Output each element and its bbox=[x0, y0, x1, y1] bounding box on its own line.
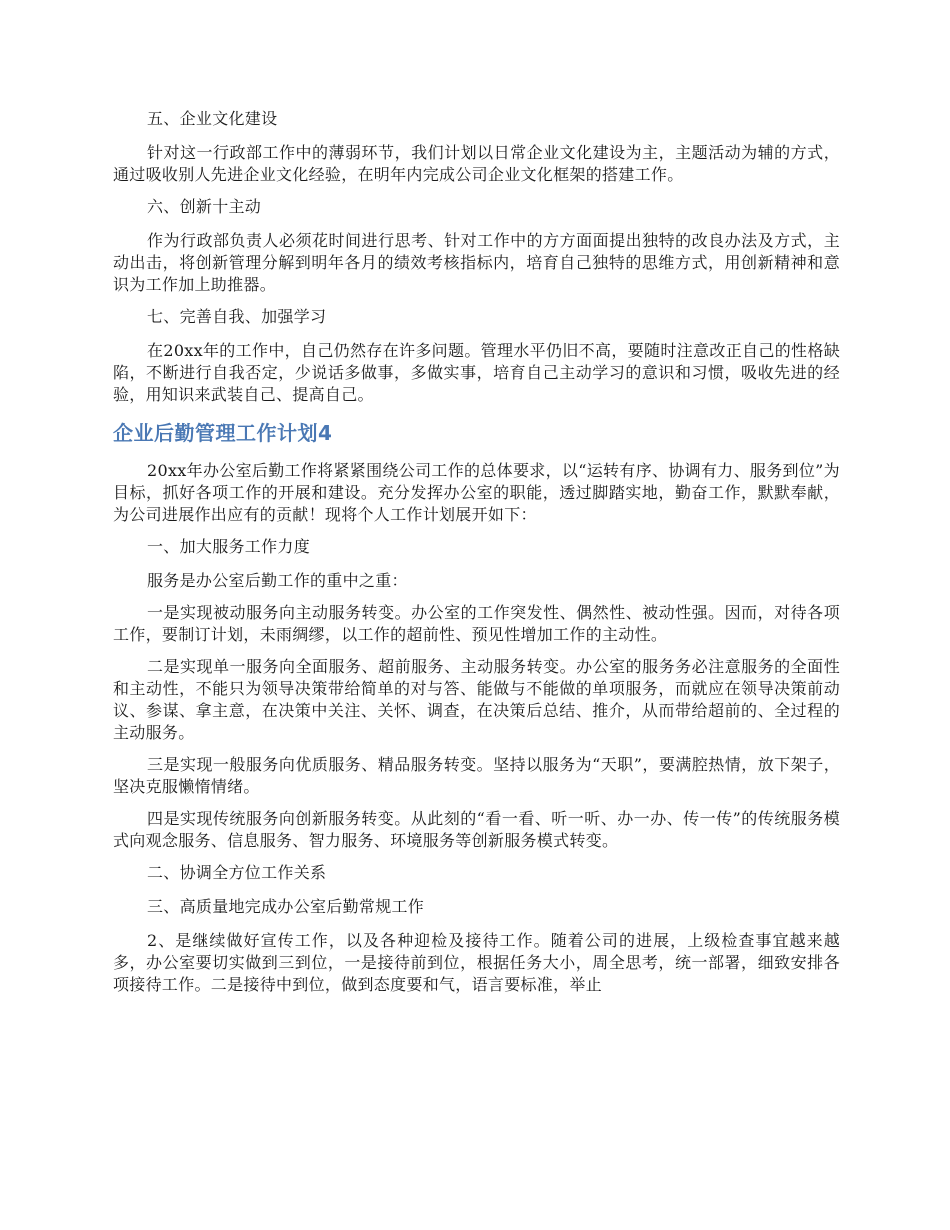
paragraph-service-3: 三是实现一般服务向优质服务、精品服务转变。坚持以服务为“天职”，要满腔热情，放下架子，坚决克服懒惰情绪。 bbox=[113, 755, 840, 796]
paragraph-service-lead: 服务是办公室后勤工作的重中之重： bbox=[147, 571, 408, 590]
paragraph-publicity: 2、是继续做好宣传工作，以及各种迎检及接待工作。随着公司的进展，上级检查事宜越来越多，办公室要切实做到三到位，一是接待前到位，根据任务大小，周全思考，统一部署，细致安排各项接待工作。二是接待中到位，做到态度要和气，语言要标准，举止 bbox=[113, 931, 840, 994]
paragraph-innovation: 作为行政部负责人必须花时间进行思考、针对工作中的方方面面提出独特的改良办法及方式，主动出击，将创新管理分解到明年各月的绩效考核指标内，培育自己独特的思维方式，用创新精神和意识为工作加上助推器。 bbox=[113, 231, 840, 294]
paragraph-service-1: 一是实现被动服务向主动服务转变。办公室的工作突发性、偶然性、被动性强。因而，对待各项工作，要制订计划，未雨绸缪，以工作的超前性、预见性增加工作的主动性。 bbox=[113, 603, 840, 644]
heading-self-improvement: 七、完善自我、加强学习 bbox=[147, 307, 327, 326]
paragraph-culture: 针对这一行政部工作中的薄弱环节，我们计划以日常企业文化建设为主，主题活动为辅的方式，通过吸收别人先进企业文化经验，在明年内完成公司企业文化框架的搭建工作。 bbox=[113, 143, 840, 184]
paragraph-intro: 20xx年办公室后勤工作将紧紧围绕公司工作的总体要求，以“运转有序、协调有力、服务到位”为目标，抓好各项工作的开展和建设。充分发挥办公室的职能，透过脚踏实地，勤奋工作，默默奉献，为公司进展作出应有的贡献！现将个人工作计划展开如下： bbox=[113, 461, 840, 524]
paragraph-self-improvement: 在20xx年的工作中，自己仍然存在许多问题。管理水平仍旧不高，要随时注意改正自己的性格缺陷，不断进行自我否定，少说话多做事，多做实事，培育自己主动学习的意识和习惯，吸收先进的经验，用知识来武装自己、提高自己。 bbox=[113, 341, 840, 404]
paragraph-service-4: 四是实现传统服务向创新服务转变。从此刻的“看一看、听一听、办一办、传一传”的传统服务模式向观念服务、信息服务、智力服务、环境服务等创新服务模式转变。 bbox=[113, 809, 840, 850]
heading-innovation: 六、创新十主动 bbox=[147, 197, 262, 216]
heading-coordination: 二、协调全方位工作关系 bbox=[147, 863, 327, 882]
heading-culture: 五、企业文化建设 bbox=[147, 109, 278, 128]
heading-service: 一、加大服务工作力度 bbox=[147, 537, 311, 556]
paragraph-service-2: 二是实现单一服务向全面服务、超前服务、主动服务转变。办公室的服务务必注意服务的全面性和主动性，不能只为领导决策带给简单的对与答、能做与不能做的单项服务，而就应在领导决策前动议、参谋、拿主意，在决策中关注、关怀、调查，在决策后总结、推介，从而带给超前的、全过程的主动服务。 bbox=[113, 657, 840, 742]
section-title: 企业后勤管理工作计划4 bbox=[113, 421, 333, 445]
heading-routine-work: 三、高质量地完成办公室后勤常规工作 bbox=[147, 897, 425, 916]
document-page bbox=[113, 108, 840, 1006]
